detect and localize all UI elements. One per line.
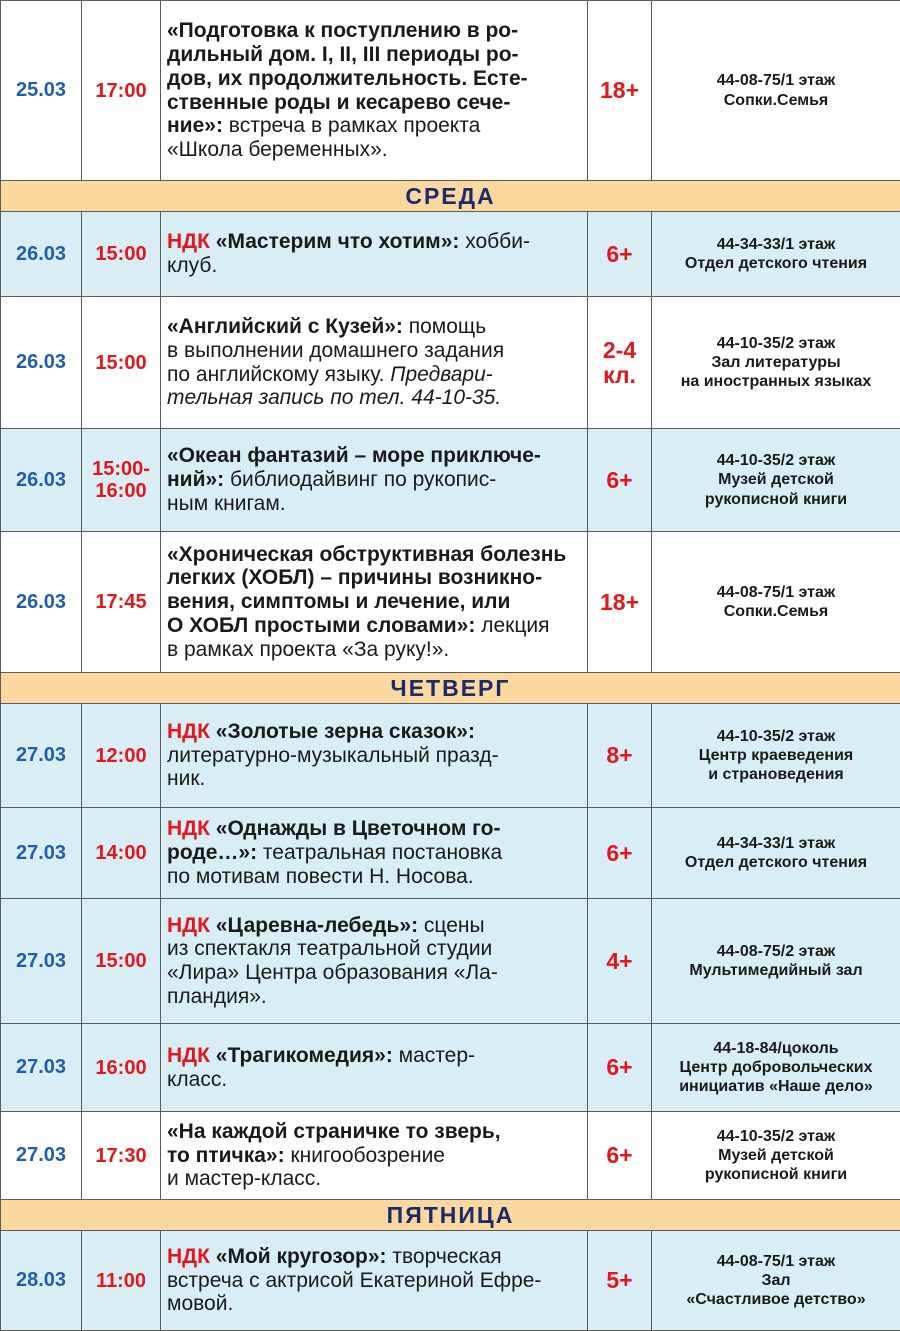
event-date: 26.03 [1, 212, 82, 297]
event-location [652, 212, 900, 297]
location-line: Музей детской [652, 470, 900, 489]
event-location [652, 1112, 900, 1200]
event-date: 26.03 [1, 429, 82, 532]
location-line: Зал [652, 1271, 900, 1290]
age-rating: 18+ [588, 532, 652, 673]
event-date: 27.03 [1, 899, 82, 1024]
event-text: театральная постановка по мотивам повести Н. Носова. [167, 841, 502, 888]
event-title: «Трагикомедия»: [210, 1044, 393, 1067]
event-location [652, 1, 900, 181]
location-line: 44-08-75/1 этаж [652, 583, 900, 602]
location-line: 44-08-75/1 этаж [652, 71, 900, 90]
event-note: Предвари- тельная запись по тел. 44-10-35. [167, 363, 501, 410]
location-line: Отдел детского чтения [652, 254, 900, 273]
event-time: 15:00- 16:00 [82, 429, 161, 532]
location-line: Центр добровольческих [652, 1058, 900, 1077]
event-description [161, 1231, 588, 1331]
location-line: Сопки.Семья [652, 602, 900, 621]
event-description [161, 704, 588, 808]
age-rating: 4+ [588, 899, 652, 1024]
event-date: 27.03 [1, 704, 82, 808]
ndk-label: НДК [167, 230, 210, 253]
event-time: 17:30 [82, 1112, 161, 1200]
age-rating: 6+ [588, 212, 652, 297]
event-row [1, 899, 900, 1024]
event-description [161, 899, 588, 1024]
event-date: 27.03 [1, 1112, 82, 1200]
event-row [1, 212, 900, 297]
age-rating: 6+ [588, 808, 652, 899]
event-time: 16:00 [82, 1024, 161, 1112]
event-row [1, 808, 900, 899]
event-row [1, 1231, 900, 1331]
event-text: встреча в рамках проекта «Школа беременных». [167, 114, 480, 161]
event-time: 11:00 [82, 1231, 161, 1331]
event-description [161, 1024, 588, 1112]
event-description [161, 429, 588, 532]
event-text: библиодайвинг по рукопис- ным книгам. [167, 468, 496, 515]
event-description [161, 532, 588, 673]
event-text: книгообозрение и мастер-класс. [167, 1144, 445, 1191]
event-row [1, 429, 900, 532]
location-line: на иностранных языках [652, 372, 900, 391]
age-rating: 6+ [588, 1024, 652, 1112]
location-line: 44-08-75/1 этаж [652, 1252, 900, 1271]
event-description [161, 808, 588, 899]
age-rating: 8+ [588, 704, 652, 808]
location-line: рукописной книги [652, 1165, 900, 1184]
location-line: 44-34-33/1 этаж [652, 834, 900, 853]
day-header-row [1, 181, 900, 212]
location-line: Мультимедийный зал [652, 961, 900, 980]
location-line: инициатив «Наше дело» [652, 1077, 900, 1096]
event-time: 17:00 [82, 1, 161, 181]
event-title: «Однажды в Цветочном го- роде…»: [167, 817, 500, 864]
event-location [652, 429, 900, 532]
location-line: 44-10-35/2 этаж [652, 334, 900, 353]
event-date: 27.03 [1, 808, 82, 899]
event-row [1, 1024, 900, 1112]
event-description [161, 1112, 588, 1200]
ndk-label: НДК [167, 817, 210, 840]
event-date: 28.03 [1, 1231, 82, 1331]
event-date: 27.03 [1, 1024, 82, 1112]
ndk-label: НДК [167, 1044, 210, 1067]
event-title: «Мой кругозор»: [210, 1245, 387, 1268]
event-text: мастер- класс. [167, 1044, 475, 1091]
event-location [652, 1231, 900, 1331]
event-text: хобби- клуб. [167, 230, 530, 277]
location-line: Зал литературы [652, 353, 900, 372]
event-date: 26.03 [1, 532, 82, 673]
age-rating: 6+ [588, 429, 652, 532]
day-header: ЧЕТВЕРГ [1, 673, 900, 704]
location-line: 44-18-84/цоколь [652, 1039, 900, 1058]
event-title: «Хроническая обструктивная болезнь легких (ХОБЛ) – причины возникно- вения, симптомы и лечение, или О ХОБЛ простыми словами»: [167, 543, 566, 637]
event-description [161, 297, 588, 429]
ndk-label: НДК [167, 914, 210, 937]
event-description [161, 1, 588, 181]
event-description [161, 212, 588, 297]
location-line: рукописной книги [652, 490, 900, 509]
event-location [652, 704, 900, 808]
event-text: лекция в рамках проекта «За руку!». [167, 614, 549, 661]
event-title: «Золотые зерна сказок»: [210, 720, 475, 743]
event-text: творческая встреча с актрисой Екатериной Ефре- мовой. [167, 1245, 541, 1315]
event-time: 15:00 [82, 212, 161, 297]
ndk-label: НДК [167, 1245, 210, 1268]
event-row [1, 704, 900, 808]
location-line: Центр краеведения [652, 746, 900, 765]
event-time: 17:45 [82, 532, 161, 673]
location-line: 44-10-35/2 этаж [652, 727, 900, 746]
event-location [652, 297, 900, 429]
event-location [652, 1024, 900, 1112]
location-line: Сопки.Семья [652, 91, 900, 110]
day-header-row [1, 673, 900, 704]
schedule-body [1, 1, 900, 1331]
event-location [652, 532, 900, 673]
event-time: 15:00 [82, 297, 161, 429]
event-title: «На каждой страничке то зверь, то птичка»: [167, 1120, 501, 1167]
day-header: СРЕДА [1, 181, 900, 212]
age-rating: 5+ [588, 1231, 652, 1331]
event-title: «Английский с Кузей»: [167, 315, 403, 338]
day-header: ПЯТНИЦА [1, 1200, 900, 1231]
event-location [652, 808, 900, 899]
age-rating: 2-4 кл. [588, 297, 652, 429]
event-location [652, 899, 900, 1024]
location-line: 44-34-33/1 этаж [652, 235, 900, 254]
age-rating: 6+ [588, 1112, 652, 1200]
location-line: 44-08-75/2 этаж [652, 942, 900, 961]
location-line: 44-10-35/2 этаж [652, 451, 900, 470]
location-line: 44-10-35/2 этаж [652, 1127, 900, 1146]
event-time: 14:00 [82, 808, 161, 899]
event-title: «Подготовка к поступлению в ро- дильный дом. I, II, III периоды ро- дов, их продолжительность. Есте- ственные роды и кесарево сече- ние»: [167, 19, 528, 137]
event-title: «Царевна-лебедь»: [210, 914, 418, 937]
location-line: Отдел детского чтения [652, 853, 900, 872]
event-text: помощь в выполнении домашнего задания по английскому языку. [167, 315, 504, 385]
ndk-label: НДК [167, 720, 210, 743]
event-time: 12:00 [82, 704, 161, 808]
event-text: литературно-музыкальный празд- ник. [167, 744, 499, 791]
event-date: 26.03 [1, 297, 82, 429]
event-title: «Мастерим что хотим»: [210, 230, 459, 253]
event-time: 15:00 [82, 899, 161, 1024]
age-rating: 18+ [588, 1, 652, 181]
event-row [1, 532, 900, 673]
location-line: «Счастливое детство» [652, 1290, 900, 1309]
day-header-row [1, 1200, 900, 1231]
event-text: сцены из спектакля театральной студии «Лира» Центра образования «Ла- пландия». [167, 914, 498, 1008]
event-date: 25.03 [1, 1, 82, 181]
event-row [1, 297, 900, 429]
event-row [1, 1, 900, 181]
event-title: «Океан фантазий – море приключе- ний»: [167, 444, 541, 491]
location-line: и страноведения [652, 765, 900, 784]
location-line: Музей детской [652, 1146, 900, 1165]
event-row [1, 1112, 900, 1200]
